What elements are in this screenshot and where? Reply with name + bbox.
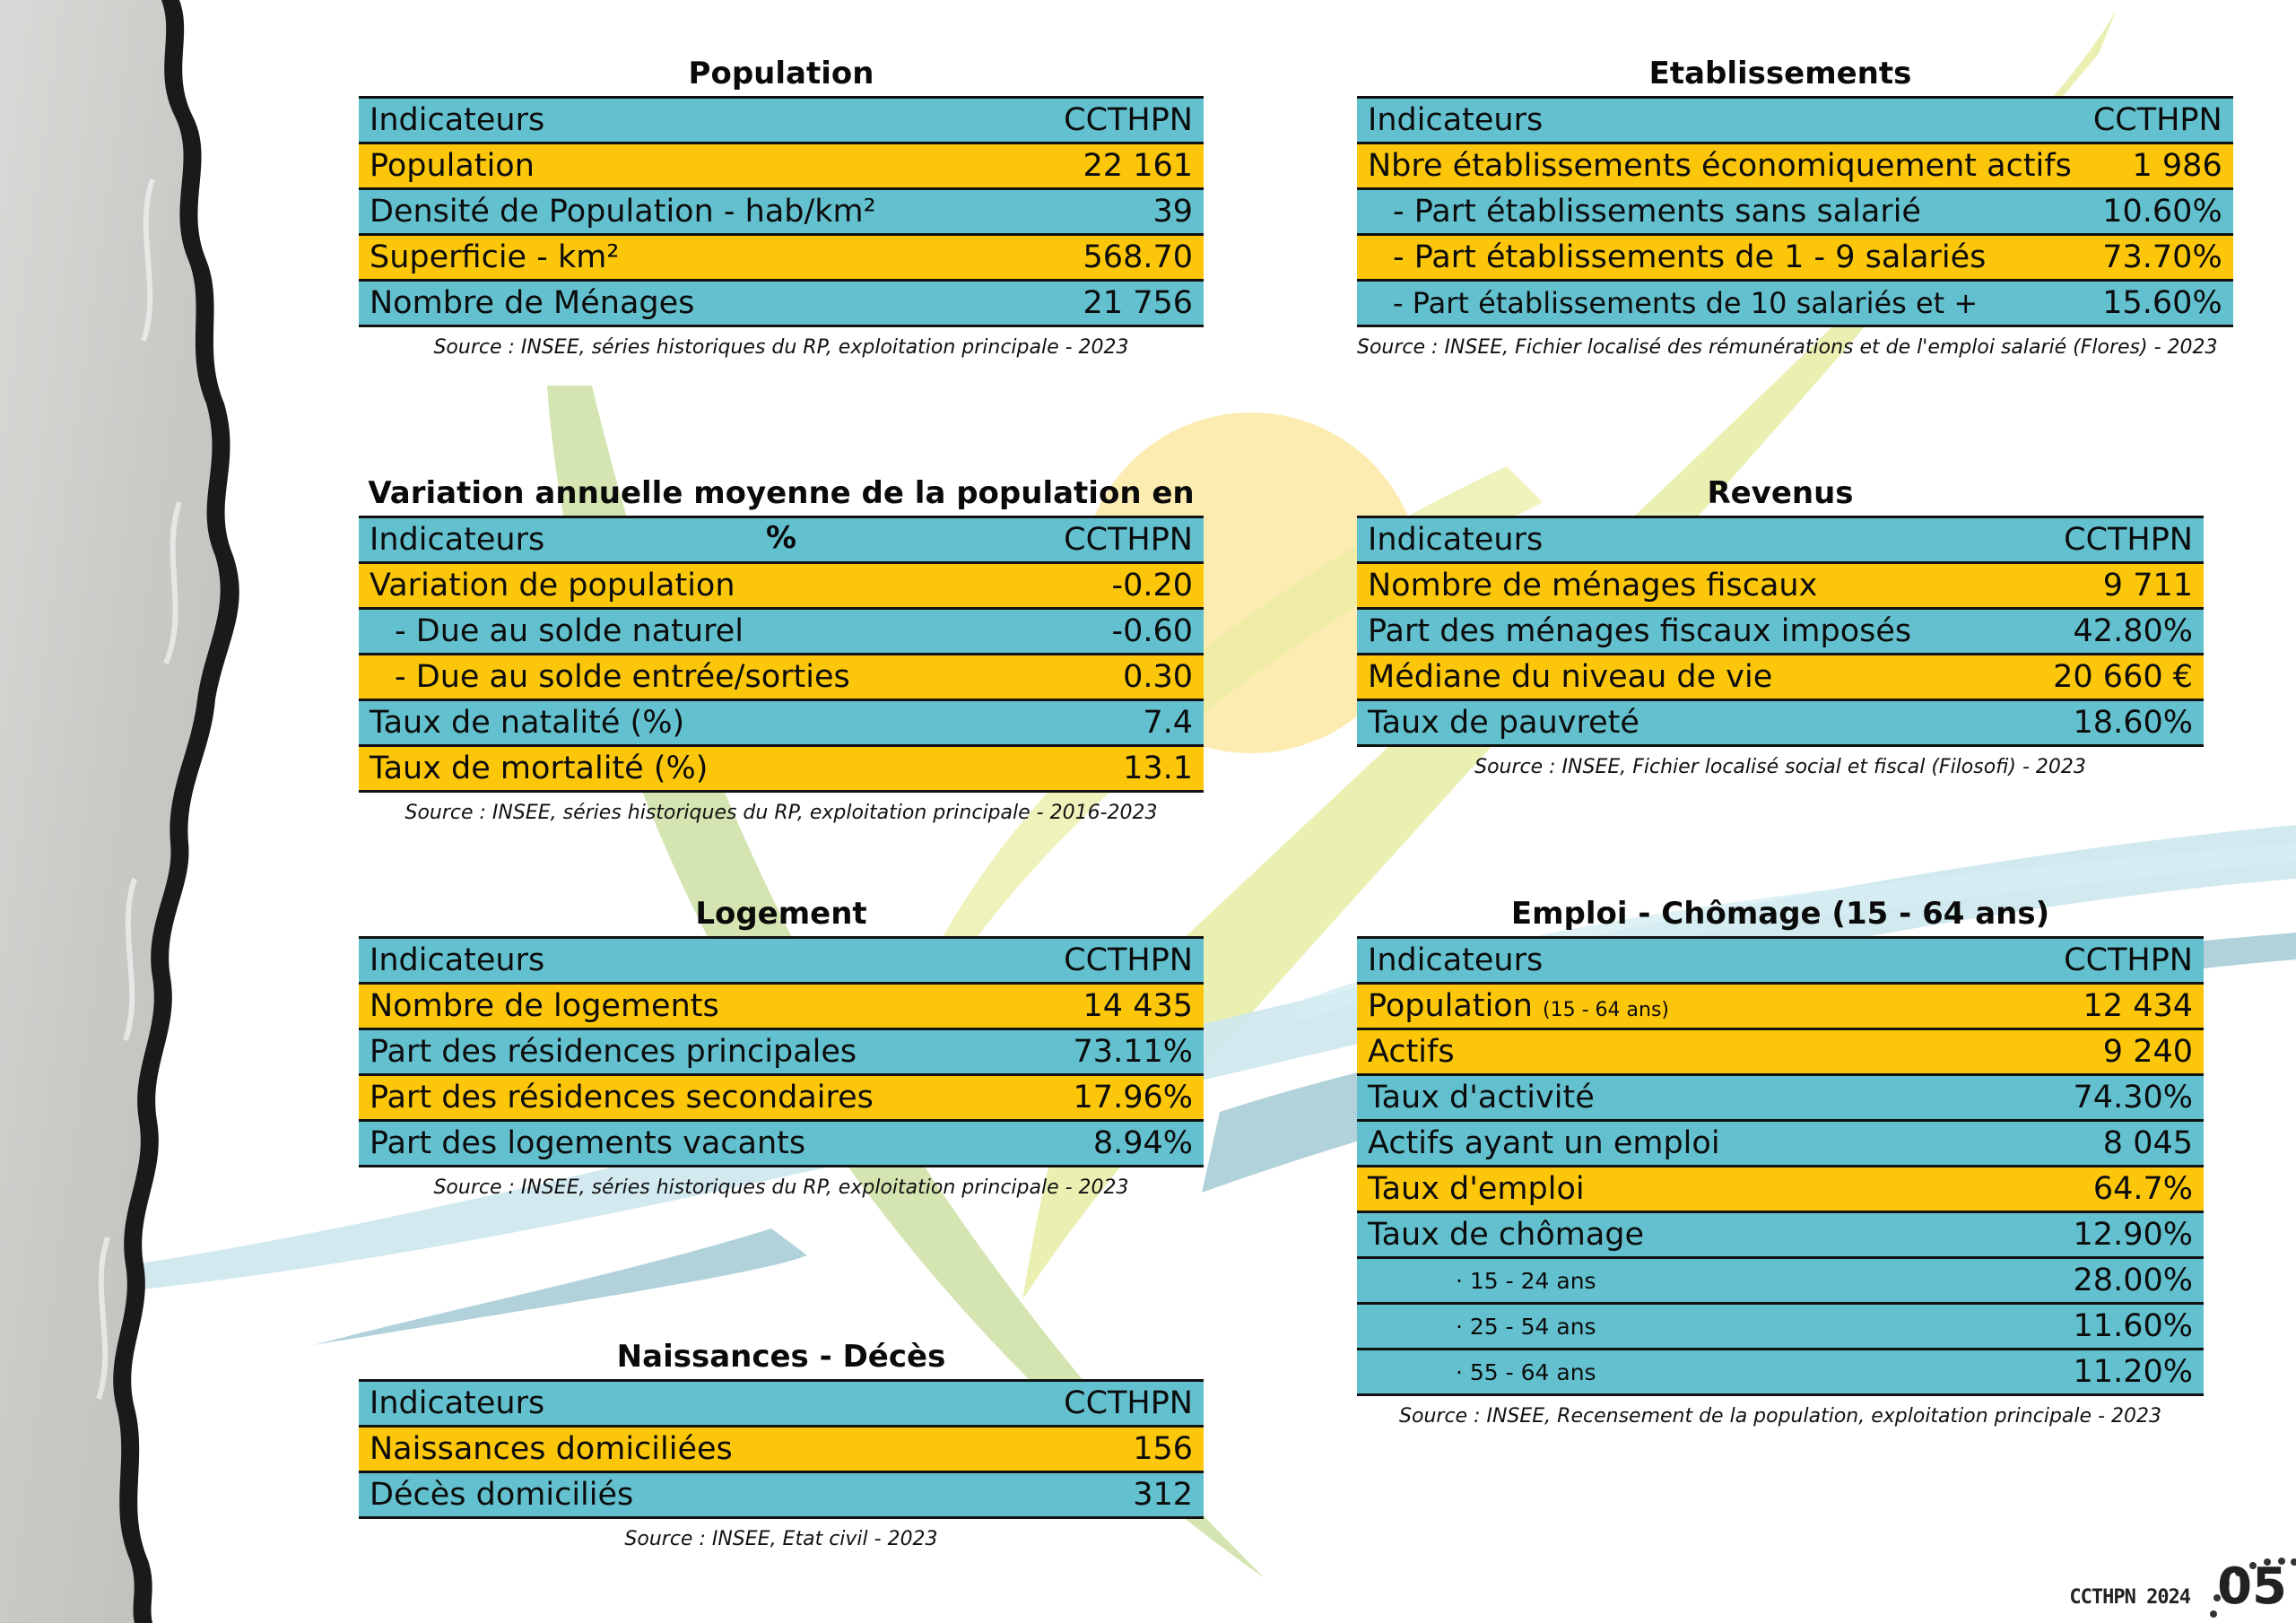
row-label: Taux de natalité (%)	[359, 700, 1009, 746]
row-label: · 25 - 54 ans	[1357, 1304, 1961, 1350]
table-row	[1357, 563, 2204, 609]
row-label: - Due au solde naturel	[359, 609, 1009, 655]
row-label: Taux de pauvreté	[1357, 700, 2015, 746]
row-value: 64.7%	[1961, 1167, 2204, 1212]
row-value: 39	[1016, 189, 1204, 235]
row-label: Part des logements vacants	[359, 1121, 1015, 1167]
table-row	[1357, 1258, 2204, 1304]
row-value: 0.30	[1009, 655, 1204, 700]
source-note: Source : INSEE, Etat civil - 2023	[624, 1528, 938, 1550]
header-cell: Indicateurs	[359, 938, 1015, 984]
table-row	[1357, 143, 2233, 189]
row-label-main: Population	[1368, 988, 1533, 1024]
header-cell: CCTHPN	[1016, 98, 1204, 143]
row-label: Actifs	[1357, 1029, 1961, 1075]
section-naissances	[359, 1334, 1204, 1550]
table-row	[1357, 235, 2233, 281]
table-row	[359, 746, 1204, 792]
table-row	[1357, 1350, 2204, 1395]
row-label: Densité de Population - hab/km²	[359, 189, 1016, 235]
table-header-row	[1357, 517, 2204, 563]
table-emploi	[1357, 936, 2204, 1396]
section-title: Etablissements	[1648, 56, 1912, 91]
row-value: 12 434	[1961, 984, 2204, 1029]
source-note: Source : INSEE, Fichier localisé des rémunérations et de l'emploi salarié (Flores) - 2023	[1357, 336, 2218, 359]
page-number: 05	[2217, 1558, 2287, 1616]
header-cell: Indicateurs	[359, 1381, 966, 1427]
row-value: 312	[966, 1472, 1204, 1518]
row-label: Nombre de Ménages	[359, 281, 1016, 326]
row-value: 21 756	[1016, 281, 1204, 326]
table-row	[1357, 1212, 2204, 1258]
row-value: 74.30%	[1961, 1075, 2204, 1121]
table-row	[1357, 700, 2204, 746]
table-row	[1357, 1304, 2204, 1350]
table-row	[359, 984, 1204, 1029]
table-header-row	[359, 98, 1204, 143]
row-label: Taux d'emploi	[1357, 1167, 1961, 1212]
row-label: - Part établissements de 1 - 9 salariés	[1357, 235, 2083, 281]
table-row	[359, 655, 1204, 700]
header-cell: CCTHPN	[2015, 517, 2204, 563]
row-value: -0.60	[1009, 609, 1204, 655]
table-row	[359, 143, 1204, 189]
table-row	[1357, 1167, 2204, 1212]
header-cell: CCTHPN	[966, 1381, 1204, 1427]
row-label: Population	[359, 143, 1016, 189]
table-row	[1357, 984, 2204, 1029]
row-label: Part des résidences secondaires	[359, 1075, 1015, 1121]
header-cell: Indicateurs	[359, 98, 1016, 143]
row-label: Variation de population	[359, 563, 1009, 609]
page-footer	[2069, 1558, 2287, 1616]
section-title: Logement	[695, 896, 867, 932]
row-label: - Part établissements sans salarié	[1357, 189, 2083, 235]
source-note: Source : INSEE, séries historiques du RP, exploitation principale - 2016-2023	[404, 802, 1158, 824]
table-row	[359, 609, 1204, 655]
header-cell: CCTHPN	[1015, 938, 1204, 984]
row-value: 1 986	[2083, 143, 2233, 189]
row-value: 568.70	[1016, 235, 1204, 281]
row-label: Part des ménages fiscaux imposés	[1357, 609, 2015, 655]
row-value: 156	[966, 1427, 1204, 1472]
row-label: - Due au solde entrée/sorties	[359, 655, 1009, 700]
table-header-row	[359, 1381, 1204, 1427]
header-cell: CCTHPN	[1009, 517, 1204, 563]
section-title: Population	[688, 56, 874, 91]
header-cell: Indicateurs	[1357, 938, 1961, 984]
row-value: 9 240	[1961, 1029, 2204, 1075]
table-row	[359, 1427, 1204, 1472]
section-variation	[359, 471, 1204, 824]
table-row	[1357, 1121, 2204, 1167]
row-label: Naissances domiciliées	[359, 1427, 966, 1472]
table-row	[1357, 189, 2233, 235]
section-title: Revenus	[1707, 475, 1854, 511]
row-label: Nbre établissements économiquement actifs	[1357, 143, 2083, 189]
row-label: Taux d'activité	[1357, 1075, 1961, 1121]
header-cell: Indicateurs	[1357, 517, 2015, 563]
row-label: Nombre de ménages fiscaux	[1357, 563, 2015, 609]
section-title: Variation annuelle moyenne de la population en %	[368, 475, 1195, 556]
row-value: 7.4	[1009, 700, 1204, 746]
table-row	[359, 189, 1204, 235]
table-row	[359, 1075, 1204, 1121]
table-header-row	[1357, 938, 2204, 984]
row-value: 28.00%	[1961, 1258, 2204, 1304]
table-row	[359, 281, 1204, 326]
header-cell: CCTHPN	[2083, 98, 2233, 143]
section-revenus	[1357, 471, 2204, 778]
row-label: Taux de mortalité (%)	[359, 746, 1009, 792]
row-value: 42.80%	[2015, 609, 2204, 655]
table-row	[1357, 655, 2204, 700]
table-row	[359, 563, 1204, 609]
table-naissances	[359, 1379, 1204, 1519]
table-revenus	[1357, 516, 2204, 747]
row-label: Actifs ayant un emploi	[1357, 1121, 1961, 1167]
section-emploi	[1357, 891, 2204, 1428]
table-row	[359, 1472, 1204, 1518]
table-row	[1357, 609, 2204, 655]
source-note: Source : INSEE, Recensement de la population, exploitation principale - 2023	[1399, 1405, 2161, 1428]
row-value: 13.1	[1009, 746, 1204, 792]
table-row	[359, 1029, 1204, 1075]
section-population	[359, 51, 1204, 359]
table-row	[1357, 281, 2233, 326]
row-label: Médiane du niveau de vie	[1357, 655, 2015, 700]
row-value: 10.60%	[2083, 189, 2233, 235]
row-value: 73.70%	[2083, 235, 2233, 281]
row-value: 8 045	[1961, 1121, 2204, 1167]
table-header-row	[1357, 98, 2233, 143]
row-value: 12.90%	[1961, 1212, 2204, 1258]
header-cell: Indicateurs	[1357, 98, 2083, 143]
row-value: 15.60%	[2083, 281, 2233, 326]
table-row	[359, 235, 1204, 281]
section-title: Naissances - Décès	[616, 1339, 946, 1375]
row-label: · 15 - 24 ans	[1357, 1258, 1961, 1304]
table-etablissements	[1357, 96, 2233, 327]
row-label: Décès domiciliés	[359, 1472, 966, 1518]
source-note: Source : INSEE, séries historiques du RP, exploitation principale - 2023	[433, 1176, 1129, 1199]
row-label: Superficie - km²	[359, 235, 1016, 281]
row-value: 8.94%	[1015, 1121, 1204, 1167]
row-label	[1357, 984, 1961, 1029]
section-etablissements	[1357, 51, 2222, 359]
table-row	[359, 700, 1204, 746]
row-label: Taux de chômage	[1357, 1212, 1961, 1258]
source-note: Source : INSEE, séries historiques du RP, exploitation principale - 2023	[433, 336, 1129, 359]
row-label: Part des résidences principales	[359, 1029, 1015, 1075]
row-value: 17.96%	[1015, 1075, 1204, 1121]
table-row	[1357, 1029, 2204, 1075]
row-label: Nombre de logements	[359, 984, 1015, 1029]
footer-brand: CCTHPN 2024	[2069, 1586, 2191, 1609]
row-value: 18.60%	[2015, 700, 2204, 746]
table-row	[359, 1121, 1204, 1167]
row-value: 14 435	[1015, 984, 1204, 1029]
row-value: 73.11%	[1015, 1029, 1204, 1075]
section-title: Emploi - Chômage (15 - 64 ans)	[1510, 896, 2050, 932]
row-label: - Part établissements de 10 salariés et +	[1357, 281, 2083, 326]
row-label: · 55 - 64 ans	[1357, 1350, 1961, 1395]
row-label-subtitle: (15 - 64 ans)	[1543, 999, 1669, 1021]
row-value: -0.20	[1009, 563, 1204, 609]
header-cell: Indicateurs	[359, 517, 1009, 563]
row-value: 9 711	[2015, 563, 2204, 609]
table-logement	[359, 936, 1204, 1167]
row-value: 20 660 €	[2015, 655, 2204, 700]
source-note: Source : INSEE, Fichier localisé social et fiscal (Filosofi) - 2023	[1474, 756, 2086, 778]
header-cell: CCTHPN	[1961, 938, 2204, 984]
row-value: 22 161	[1016, 143, 1204, 189]
table-population	[359, 96, 1204, 327]
table-header-row	[359, 938, 1204, 984]
row-value: 11.20%	[1961, 1350, 2204, 1395]
section-logement	[359, 891, 1204, 1199]
row-value: 11.60%	[1961, 1304, 2204, 1350]
table-row	[1357, 1075, 2204, 1121]
